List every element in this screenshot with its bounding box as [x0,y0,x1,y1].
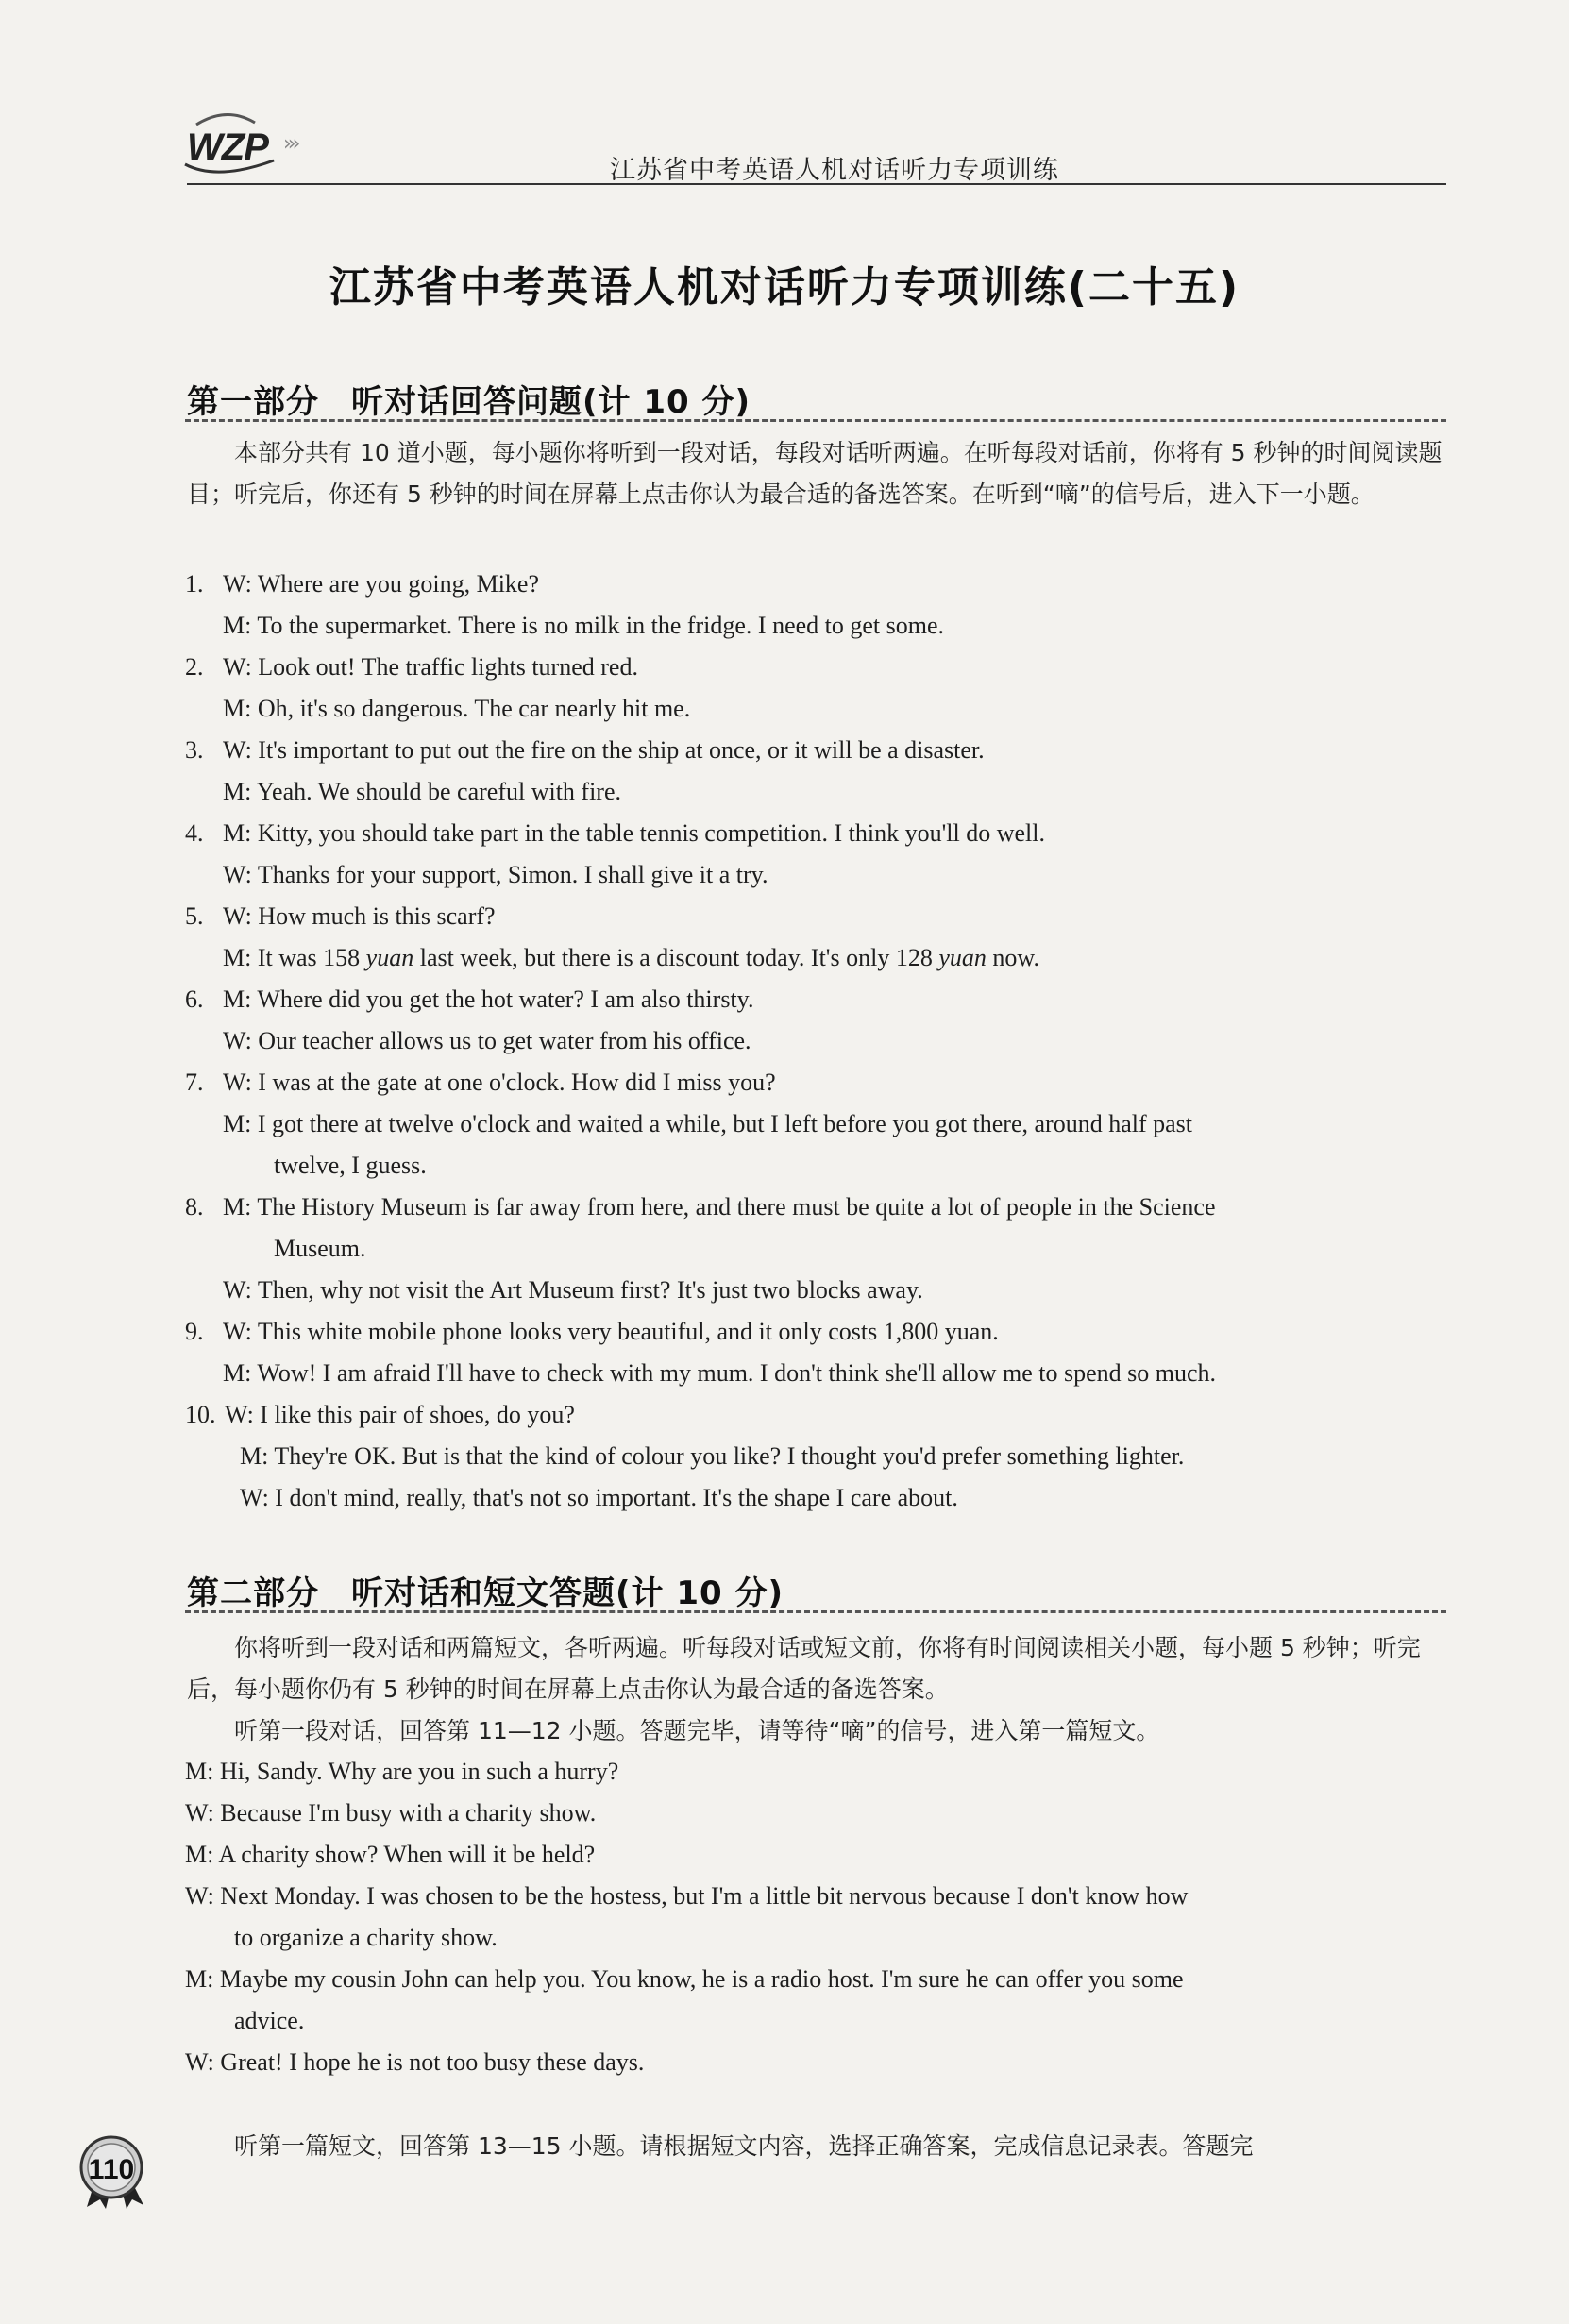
dialogue-line [223,1110,1192,1138]
part2-heading [187,1567,784,1613]
dialogue-line: W: Because I'm busy with a charity show. [185,1799,597,1827]
part2-instruction-1: 听第一段对话，回答第 11—12 小题。答题完毕，请等待“嘀”的信号，进入第一篇短文。 [234,1717,1160,1744]
question-number: 8. [185,1193,204,1221]
part1-heading-label: 第一部分 [187,383,319,421]
dialogue-line [223,1027,751,1055]
part1-heading-text: 听对话回答问题(计 10 分) [351,383,751,421]
dialogue-line [223,944,1039,972]
part1-rule [185,419,1446,422]
logo-arrows: ››› [283,132,297,156]
dialogue-line: W: Next Monday. I was chosen to be the hostess, but I'm a little bit nervous because I don't know how [185,1882,1189,1910]
dialogue-line [274,1235,366,1263]
dialogue-line [240,1442,1184,1471]
dialogue-text: W: How much is this scarf? [223,902,496,930]
dialogue-line [223,778,621,806]
dialogue-line [240,1484,958,1512]
dialogue-line [185,570,539,598]
page-number: 110 [88,2154,135,2185]
question-number: 10. [185,1401,216,1428]
dialogue-text: M: They're OK. But is that the kind of colour you like? I thought you'd prefer something lighter. [240,1442,1185,1470]
question-number: 2. [185,653,204,681]
dialogue-text: M: Kitty, you should take part in the table tennis competition. I think you'll do well. [223,819,1045,847]
dialogue-line [223,1276,923,1305]
dialogue-text: W: Look out! The traffic lights turned red. [223,653,638,681]
dialogue-line: M: Hi, Sandy. Why are you in such a hurry? [185,1758,619,1785]
dialogue-text: M: Oh, it's so dangerous. The car nearly hit me. [223,695,691,722]
part1-heading [187,376,751,422]
page-title: 江苏省中考英语人机对话听力专项训练(二十五) [329,263,1240,312]
logo-text: WZP [187,126,268,168]
dialogue-text: W: I don't mind, really, that's not so important. It's the shape I care about. [240,1484,958,1511]
dialogue-text: W: Then, why not visit the Art Museum first? It's just two blocks away. [223,1276,923,1304]
part2-heading-text: 听对话和短文答题(计 10 分) [351,1575,784,1612]
dialogue-text: twelve, I guess. [274,1152,427,1179]
dialogue-text: W: Where are you going, Mike? [223,570,539,598]
part2-intro: 你将听到一段对话和两篇短文，各听两遍。听每段对话或短文前，你将有时间阅读相关小题，每小题 5 秒钟；听完后，每小题你仍有 5 秒钟的时间在屏幕上点击你认为最合适的备选答案。 [187,1634,1421,1703]
dialogue-line: M: Maybe my cousin John can help you. You know, he is a radio host. I'm sure he can offer you some [185,1965,1184,1993]
dialogue-line [185,1318,999,1346]
question-number: 4. [185,819,204,847]
part2-heading-label: 第二部分 [187,1575,319,1612]
part1-intro: 本部分共有 10 道小题，每小题你将听到一段对话，每段对话听两遍。在听每段对话前，你将有 5 秒钟的时间阅读题目；听完后，你还有 5 秒钟的时间在屏幕上点击你认为最合适的备选答案。在听到“嘀”的信号后，进入下一小题。 [187,439,1442,508]
dialogue-line: to organize a charity show. [234,1924,498,1951]
dialogue-text: M: Where did you get the hot water? I am also thirsty. [223,985,754,1013]
question-number: 7. [185,1069,204,1096]
dialogue-line [185,985,753,1014]
dialogue-text: Museum. [274,1235,366,1262]
part2-rule [185,1610,1446,1613]
dialogue-line [185,1193,1216,1221]
dialogue-text: M: I got there at twelve o'clock and waited a while, but I left before you got there, around half past [223,1110,1192,1137]
dialogue-line [223,695,690,723]
page-number-badge [74,2133,149,2209]
part2-instruction-2: 听第一篇短文，回答第 13—15 小题。请根据短文内容，选择正确答案，完成信息记录表。答题完 [234,2132,1254,2160]
question-number: 6. [185,985,204,1013]
dialogue-text: M: To the supermarket. There is no milk in the fridge. I need to get some. [223,612,945,639]
dialogue-line [185,819,1045,848]
dialogue-line [185,653,638,682]
dialogue-text: W: I like this pair of shoes, do you? [225,1401,575,1428]
dialogue-line [185,902,496,931]
dialogue-text: W: Our teacher allows us to get water from his office. [223,1027,751,1054]
dialogue-line: W: Great! I hope he is not too busy these days. [185,2048,645,2076]
dialogue-line [223,861,768,889]
dialogue-text: W: This white mobile phone looks very beautiful, and it only costs 1,800 yuan. [223,1318,999,1345]
header-rule [187,183,1446,185]
dialogue-text: M: It was 158 yuan last week, but there is a discount today. It's only 128 yuan now. [223,944,1039,971]
dialogue-text: M: Yeah. We should be careful with fire. [223,778,622,805]
dialogue-line: M: A charity show? When will it be held? [185,1841,596,1868]
running-header: 江苏省中考英语人机对话听力专项训练 [610,156,1059,185]
publisher-logo [179,106,368,181]
dialogue-line [185,1069,776,1097]
dialogue-line: advice. [234,2007,305,2034]
question-number: 9. [185,1318,204,1345]
dialogue-text: M: The History Museum is far away from here, and there must be quite a lot of people in the Science [223,1193,1216,1221]
dialogue-text: M: Wow! I am afraid I'll have to check with my mum. I don't think she'll allow me to spend so much. [223,1359,1217,1387]
dialogue-line [274,1152,427,1180]
dialogue-line [185,1401,575,1429]
question-number: 1. [185,570,204,598]
dialogue-text: W: I was at the gate at one o'clock. How did I miss you? [223,1069,776,1096]
dialogue-line [185,736,985,765]
dialogue-line [223,612,944,640]
question-number: 3. [185,736,204,764]
dialogue-text: W: It's important to put out the fire on the ship at once, or it will be a disaster. [223,736,985,764]
dialogue-line [223,1359,1216,1388]
dialogue-text: W: Thanks for your support, Simon. I shall give it a try. [223,861,768,888]
question-number: 5. [185,902,204,930]
